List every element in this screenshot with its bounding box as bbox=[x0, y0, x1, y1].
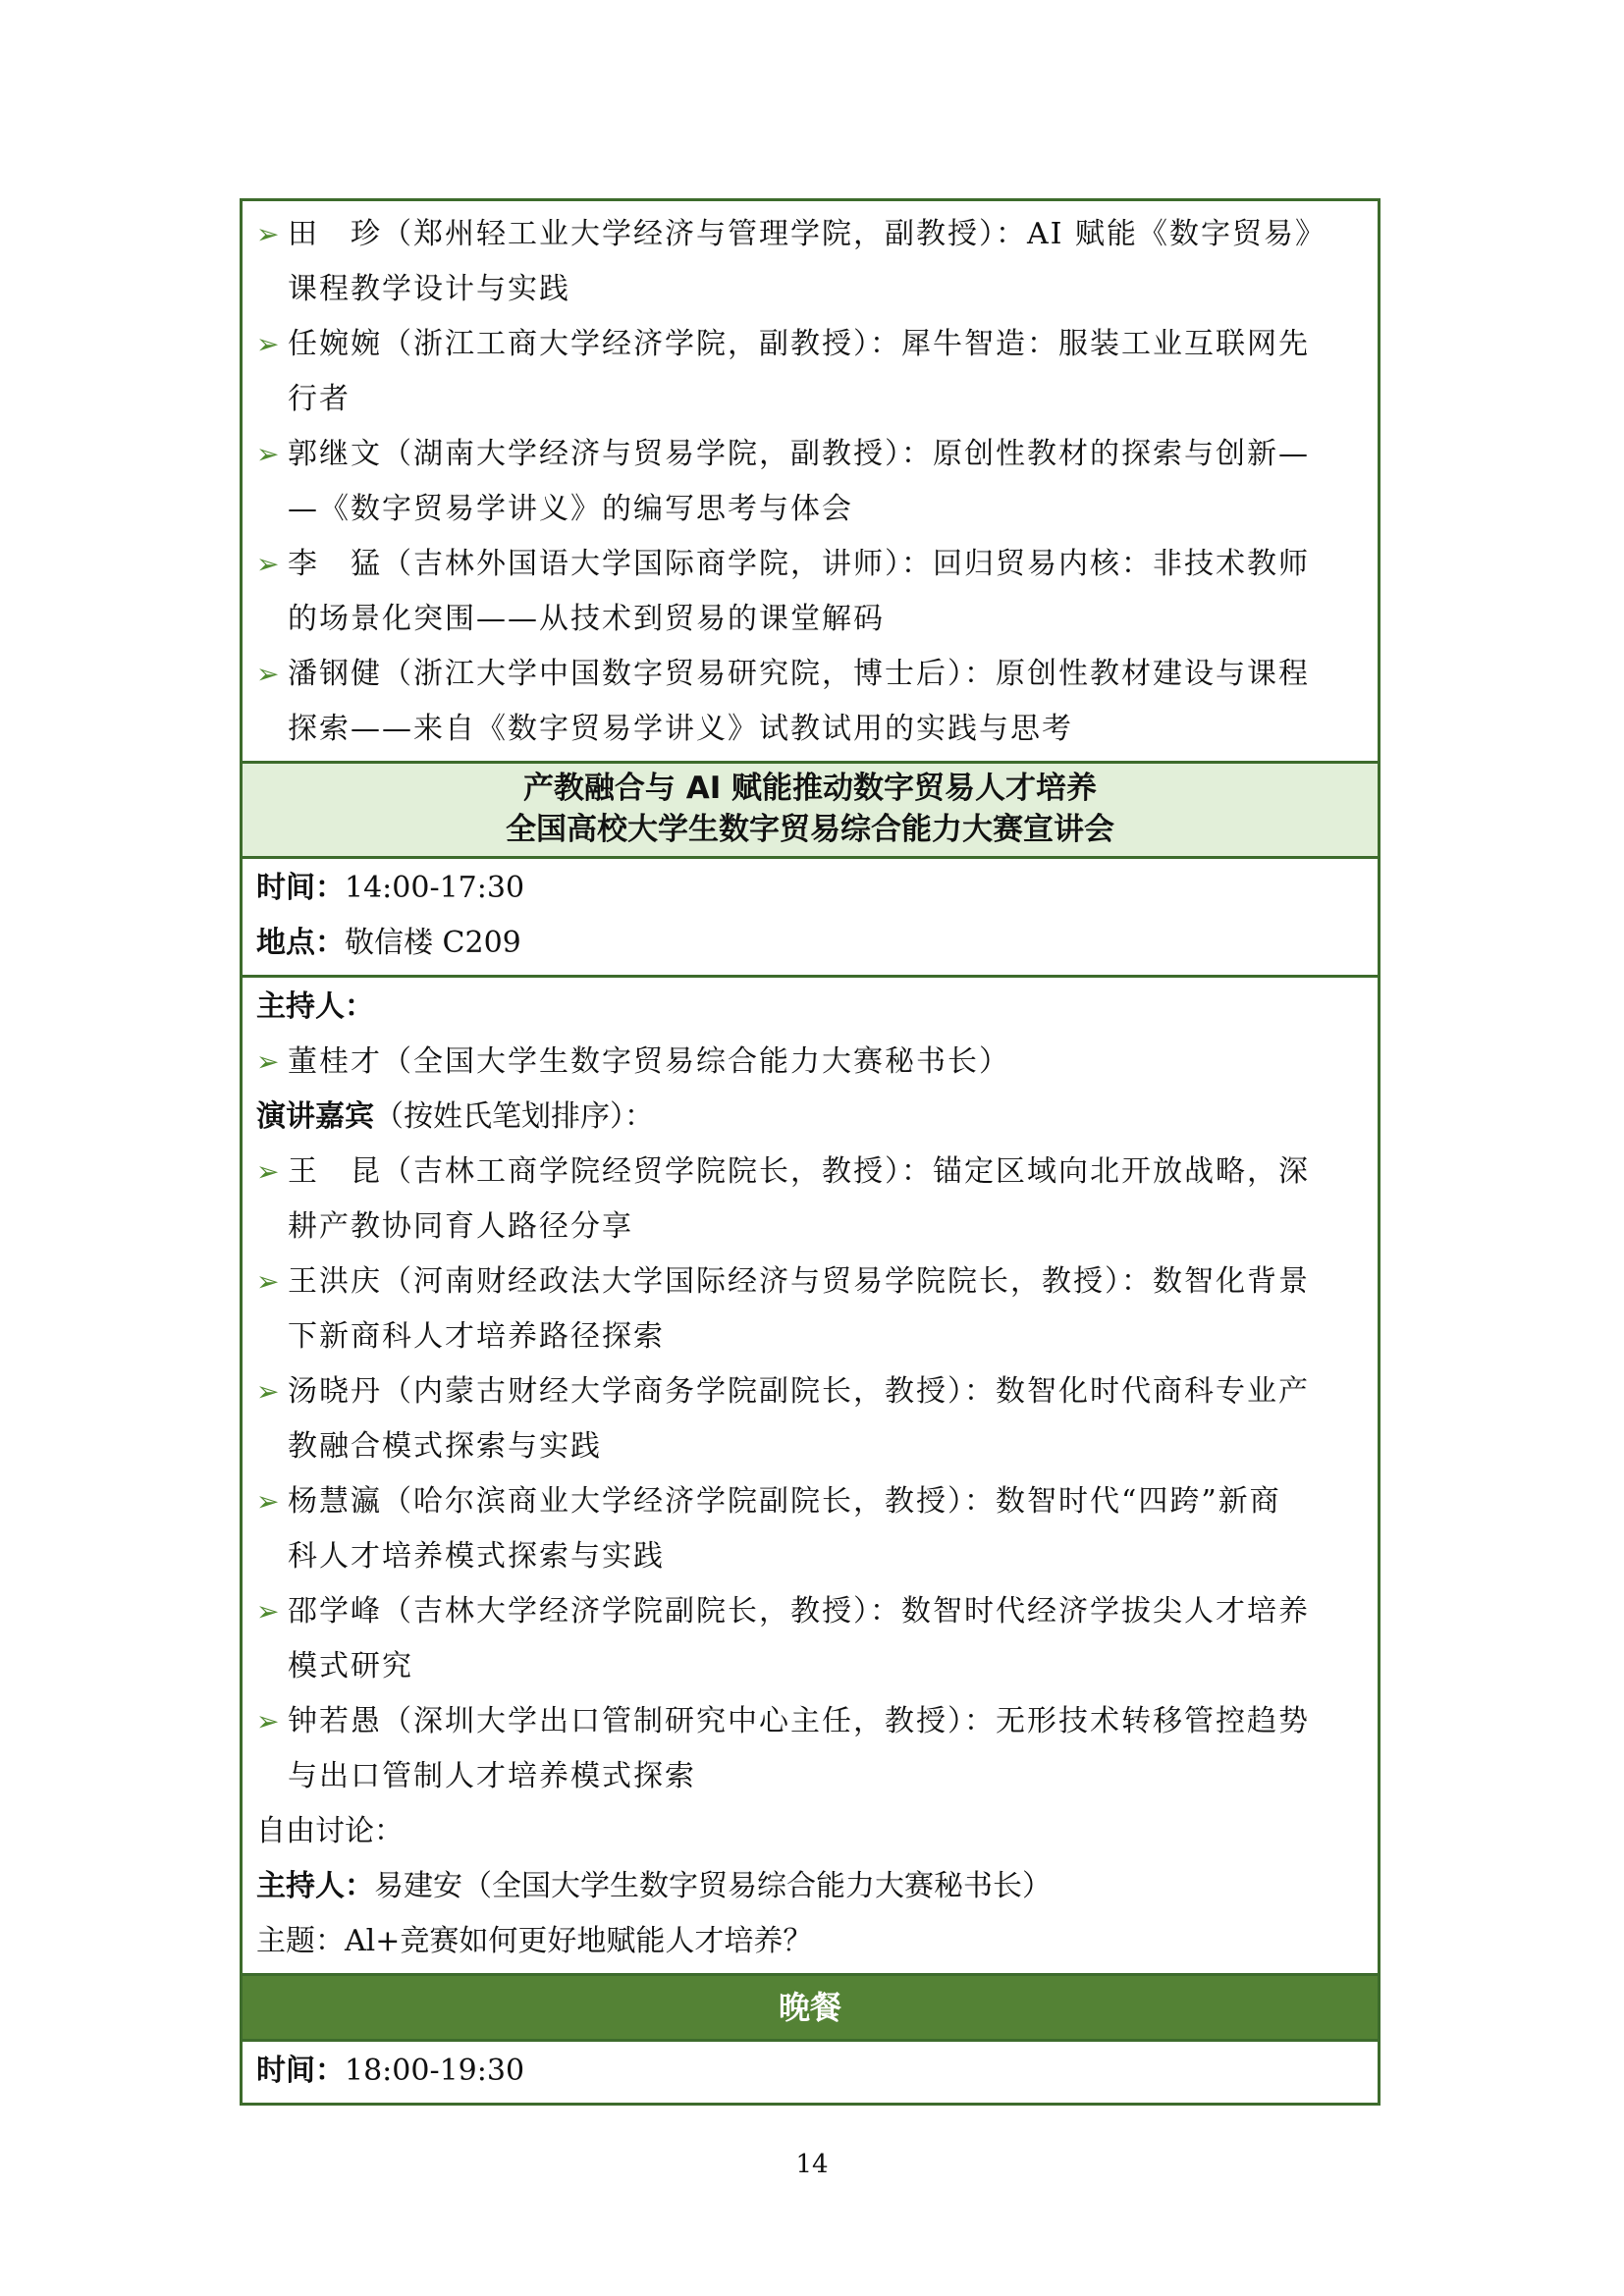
arrow-bullet-icon: ➢ bbox=[256, 1485, 282, 1518]
arrow-bullet-icon: ➢ bbox=[256, 1155, 282, 1188]
dinner-time bbox=[256, 2044, 1364, 2099]
entry-text: 的场景化突围——从技术到贸易的课堂解码 bbox=[288, 602, 885, 636]
place-value: 敬信楼 C209 bbox=[345, 926, 521, 960]
entry-text: 李 猛（吉林外国语大学国际商学院，讲师）：回归贸易内核：非技术教师 bbox=[288, 547, 1310, 581]
arrow-bullet-icon: ➢ bbox=[256, 1375, 282, 1408]
list-item bbox=[256, 1474, 1364, 1584]
list-item bbox=[256, 317, 1364, 427]
place-label: 地点： bbox=[256, 926, 345, 960]
speakers-label: 演讲嘉宾 bbox=[256, 1099, 374, 1134]
dinner-time-section bbox=[243, 2039, 1378, 2103]
entry-text: 王 昆（吉林工商学院经贸学院院长，教授）：锚定区域向北开放战略，深 bbox=[288, 1154, 1310, 1189]
session-time-place bbox=[243, 856, 1378, 975]
session-program bbox=[243, 975, 1378, 1973]
entry-text: 汤晓丹（内蒙古财经大学商务学院副院长，教授）：数智化时代商科专业产 bbox=[288, 1374, 1310, 1409]
discussion-host-label: 主持人： bbox=[256, 1869, 374, 1903]
list-item bbox=[256, 207, 1364, 317]
arrow-bullet-icon: ➢ bbox=[256, 438, 282, 470]
agenda-table bbox=[240, 198, 1380, 2106]
entry-text: —《数字贸易学讲义》的编写思考与体会 bbox=[288, 492, 853, 526]
session-header bbox=[243, 761, 1378, 856]
arrow-bullet-icon: ➢ bbox=[256, 1265, 282, 1298]
page-number: 14 bbox=[795, 2150, 829, 2179]
time-label: 时间： bbox=[256, 2054, 345, 2088]
discussion-host-name: 易建安（全国大学生数字贸易综合能力大赛秘书长） bbox=[374, 1869, 1052, 1903]
list-item bbox=[256, 427, 1364, 537]
speakers-heading bbox=[256, 1090, 1364, 1145]
entry-text: 任婉婉（浙江工商大学经济学院，副教授）：犀牛智造：服装工业互联网先 bbox=[288, 327, 1310, 361]
list-item bbox=[256, 1035, 1364, 1090]
entry-text: 课程教学设计与实践 bbox=[288, 272, 570, 306]
arrow-bullet-icon: ➢ bbox=[256, 1705, 282, 1737]
entry-text: 探索——来自《数字贸易学讲义》试教试用的实践与思考 bbox=[288, 712, 1073, 746]
session-place bbox=[256, 916, 1364, 971]
session-title-line1: 产教融合与 AI 赋能推动数字贸易人才培养 bbox=[522, 771, 1098, 806]
time-label: 时间： bbox=[256, 871, 345, 905]
entry-text: 钟若愚（深圳大学出口管制研究中心主任，教授）：无形技术转移管控趋势 bbox=[288, 1704, 1310, 1738]
list-item bbox=[256, 537, 1364, 647]
list-item bbox=[256, 1255, 1364, 1364]
arrow-bullet-icon: ➢ bbox=[256, 548, 282, 580]
entry-text: 王洪庆（河南财经政法大学国际经济与贸易学院院长，教授）：数智化背景 bbox=[288, 1264, 1310, 1299]
entry-text: 与出口管制人才培养模式探索 bbox=[288, 1759, 696, 1793]
entry-text: 耕产教协同育人路径分享 bbox=[288, 1209, 633, 1244]
arrow-bullet-icon: ➢ bbox=[256, 1595, 282, 1628]
entry-text: 教融合模式探索与实践 bbox=[288, 1429, 602, 1464]
entry-text: 科人才培养模式探索与实践 bbox=[288, 1539, 665, 1574]
entry-text: 模式研究 bbox=[288, 1649, 413, 1683]
list-item bbox=[256, 1694, 1364, 1804]
arrow-bullet-icon: ➢ bbox=[256, 328, 282, 360]
entry-text: 杨慧瀛（哈尔滨商业大学经济学院副院长，教授）：数智时代“四跨”新商 bbox=[288, 1484, 1281, 1519]
host-name: 董桂才（全国大学生数字贸易综合能力大赛秘书长） bbox=[288, 1044, 1010, 1079]
entry-text: 邵学峰（吉林大学经济学院副院长，教授）：数智时代经济学拔尖人才培养 bbox=[288, 1594, 1310, 1629]
list-item bbox=[256, 1364, 1364, 1474]
time-value: 14:00-17:30 bbox=[345, 871, 525, 905]
dinner-header: 晚餐 bbox=[243, 1973, 1378, 2039]
discussion-label: 自由讨论： bbox=[256, 1814, 404, 1848]
arrow-bullet-icon: ➢ bbox=[256, 218, 282, 250]
session-time bbox=[256, 861, 1364, 916]
host-label: 主持人： bbox=[256, 989, 374, 1024]
entry-text: 下新商科人才培养路径探索 bbox=[288, 1319, 665, 1354]
entry-text: 潘钢健（浙江大学中国数字贸易研究院，博士后）：原创性教材建设与课程 bbox=[288, 657, 1310, 691]
discussion-host bbox=[256, 1859, 1364, 1914]
speaker-list-previous-session bbox=[243, 201, 1378, 761]
entry-text: 田 珍（郑州轻工业大学经济与管理学院，副教授）：AI 赋能《数字贸易》 bbox=[288, 217, 1327, 251]
list-item bbox=[256, 647, 1364, 757]
entry-text: 行者 bbox=[288, 382, 351, 416]
time-value: 18:00-19:30 bbox=[345, 2054, 525, 2088]
speakers-note: （按姓氏笔划排序）： bbox=[374, 1099, 654, 1134]
arrow-bullet-icon: ➢ bbox=[256, 1045, 282, 1078]
list-item bbox=[256, 1584, 1364, 1694]
list-item bbox=[256, 1145, 1364, 1255]
arrow-bullet-icon: ➢ bbox=[256, 658, 282, 690]
discussion-topic: 主题：Al+竞赛如何更好地赋能人才培养？ bbox=[256, 1924, 813, 1958]
session-title-line2: 全国高校大学生数字贸易综合能力大赛宣讲会 bbox=[506, 812, 1114, 847]
entry-text: 郭继文（湖南大学经济与贸易学院，副教授）：原创性教材的探索与创新— bbox=[288, 437, 1310, 471]
